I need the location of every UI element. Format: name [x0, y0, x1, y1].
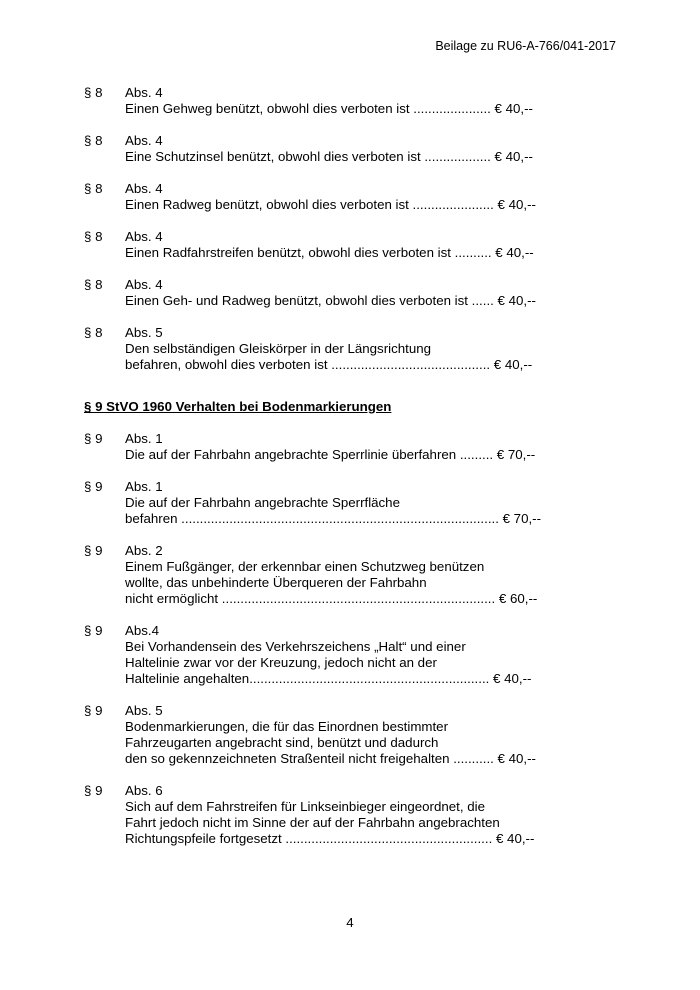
offense-description-line: Haltelinie angehalten................................................................. € 40,--	[125, 671, 532, 686]
paragraph-number: § 9	[84, 783, 103, 798]
offense-description-line: befahren ...................................................................................... € 70,--	[125, 511, 542, 526]
paragraph-number: § 9	[84, 431, 103, 446]
paragraph-number: § 8	[84, 325, 103, 340]
subsection-label: Abs.4	[125, 623, 160, 638]
paragraph-number: § 8	[84, 85, 103, 100]
offense-description-line: Einen Geh- und Radweg benützt, obwohl dies verboten ist ...... € 40,--	[125, 293, 536, 308]
paragraph-number: § 8	[84, 133, 103, 148]
fine-entry	[84, 543, 564, 607]
document-reference: Beilage zu RU6-A-766/041-2017	[435, 39, 616, 53]
paragraph-number: § 9	[84, 479, 103, 494]
subsection-label: Abs. 1	[125, 431, 163, 446]
paragraph-number: § 8	[84, 181, 103, 196]
fine-entry	[84, 703, 564, 767]
subsection-label: Abs. 4	[125, 181, 163, 196]
offense-description-line: Einen Radweg benützt, obwohl dies verboten ist ...................... € 40,--	[125, 197, 536, 212]
entry-body	[125, 479, 564, 527]
paragraph-number: § 8	[84, 277, 103, 292]
paragraph-number: § 9	[84, 623, 103, 638]
offense-description-line: Bei Vorhandensein des Verkehrszeichens „Halt“ und einer	[125, 639, 466, 654]
page-content	[84, 85, 564, 847]
offense-description-line: befahren, obwohl dies verboten ist ........................................... € 40,--	[125, 357, 533, 372]
fine-entry	[84, 325, 564, 373]
offense-description-line: Bodenmarkierungen, die für das Einordnen bestimmter	[125, 719, 448, 734]
offense-description-line: Eine Schutzinsel benützt, obwohl dies verboten ist .................. € 40,--	[125, 149, 533, 164]
fine-entry	[84, 181, 564, 213]
entry-body	[125, 133, 564, 165]
fine-entry	[84, 277, 564, 309]
fine-entry	[84, 85, 564, 117]
entry-body	[125, 229, 564, 261]
entry-body	[125, 703, 564, 767]
subsection-label: Abs. 5	[125, 325, 163, 340]
offense-description-line: wollte, das unbehinderte Überqueren der Fahrbahn	[125, 575, 427, 590]
subsection-label: Abs. 1	[125, 479, 163, 494]
fine-entry	[84, 623, 564, 687]
subsection-label: Abs. 6	[125, 783, 163, 798]
offense-description-line: Haltelinie zwar vor der Kreuzung, jedoch nicht an der	[125, 655, 437, 670]
entry-body	[125, 181, 564, 213]
offense-description-line: Die auf der Fahrbahn angebrachte Sperrlinie überfahren ......... € 70,--	[125, 447, 536, 462]
paragraph-number: § 9	[84, 703, 103, 718]
entry-body	[125, 85, 564, 117]
offense-description-line: Die auf der Fahrbahn angebrachte Sperrfläche	[125, 495, 400, 510]
paragraph-number: § 8	[84, 229, 103, 244]
subsection-label: Abs. 4	[125, 277, 163, 292]
fine-entry	[84, 479, 564, 527]
section-heading: § 9 StVO 1960 Verhalten bei Bodenmarkierungen	[84, 399, 392, 414]
offense-description-line: Einem Fußgänger, der erkennbar einen Schutzweg benützen	[125, 559, 485, 574]
fine-entry	[84, 229, 564, 261]
entry-body	[125, 431, 564, 463]
subsection-label: Abs. 4	[125, 229, 163, 244]
offense-description-line: Richtungspfeile fortgesetzt ........................................................ € 40,--	[125, 831, 535, 846]
subsection-label: Abs. 4	[125, 133, 163, 148]
offense-description-line: Den selbständigen Gleiskörper in der Längsrichtung	[125, 341, 432, 356]
subsection-label: Abs. 2	[125, 543, 163, 558]
subsection-label: Abs. 4	[125, 85, 163, 100]
page-number: 4	[346, 915, 354, 930]
offense-description-line: Fahrt jedoch nicht im Sinne der auf der Fahrbahn angebrachten	[125, 815, 500, 830]
entry-body	[125, 623, 564, 687]
paragraph-number: § 9	[84, 543, 103, 558]
offense-description-line: Einen Gehweg benützt, obwohl dies verboten ist ..................... € 40,--	[125, 101, 533, 116]
offense-description-line: den so gekennzeichneten Straßenteil nicht freigehalten ........... € 40,--	[125, 751, 536, 766]
offense-description-line: nicht ermöglicht .......................................................................... € 60,--	[125, 591, 538, 606]
fine-entry	[84, 783, 564, 847]
offense-description-line: Einen Radfahrstreifen benützt, obwohl dies verboten ist .......... € 40,--	[125, 245, 534, 260]
offense-description-line: Sich auf dem Fahrstreifen für Linkseinbieger eingeordnet, die	[125, 799, 485, 814]
entry-body	[125, 543, 564, 607]
entry-body	[125, 277, 564, 309]
fine-entry	[84, 431, 564, 463]
subsection-label: Abs. 5	[125, 703, 163, 718]
entry-body	[125, 325, 564, 373]
entry-body	[125, 783, 564, 847]
offense-description-line: Fahrzeugarten angebracht sind, benützt und dadurch	[125, 735, 439, 750]
fine-entry	[84, 133, 564, 165]
